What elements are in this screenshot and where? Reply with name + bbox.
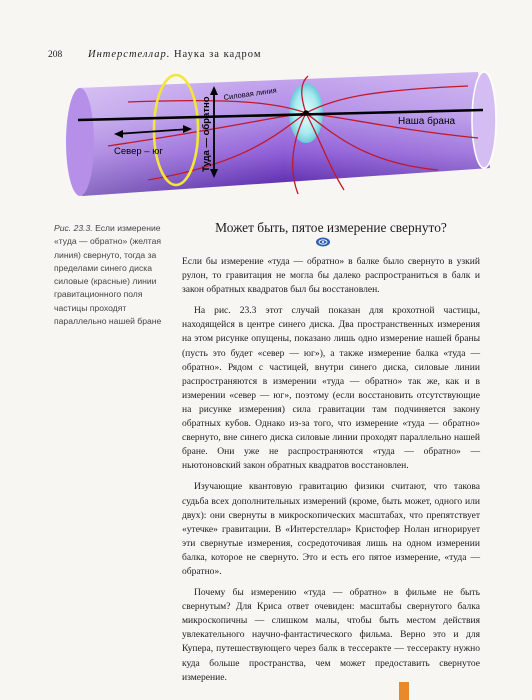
figure-caption-text: Если измерение «туда — обратно» (желтая линия) свернуто, тогда за пределами синего диска силовые (красные) линии гравитационного поля частицы проходят параллельно нашей бране bbox=[54, 223, 162, 327]
label-field-line: Силовая линия bbox=[223, 85, 278, 102]
paragraph: На рис. 23.3 этот случай показан для крохотной частицы, находящейся в центре синего диска. Два пространственных измерения на этом рисунке опущены, показано лишь одно измерение нашей браны (пусть это будет «север — юг»), а также измерение балка «туда — обратно». Рядом с частицей, внутри синего диска, силовые линии распространяются в измерении «туда — обратно» так же, как и в измерении «север — юг», поэтому (если восстановить отсутствующие на рисунке измерения) сила гравитации там подчиняется закону обратных кубов. Однако из-за того, что измерение «туда — обратно» свернуто, вне синего диска силовые линии проходят параллельно нашей бране. Они уже не распространяются «туда — обратно» — ньютоновский закон обратных квадратов восстановлен. bbox=[182, 305, 480, 472]
body-text bbox=[182, 255, 480, 685]
bookmark-ribbon bbox=[399, 682, 409, 700]
figure-caption-label: Рис. 23.3. bbox=[54, 223, 93, 233]
label-brane: Наша брана bbox=[398, 116, 456, 127]
section-ornament-icon bbox=[316, 237, 330, 247]
paragraph: Почему бы измерению «туда — обратно» в фильме не быть свернутым? Для Криса ответ очевиден: масштабы свернутого балка микроскопичны — слишком малы, чтобы быть местом действия увлекательного научно-фантастического фильма. Верно это и для Купера, путешествующего через балк в тессеракте — тессеракту нужно куда больше пространства, чем может предоставить свернутое измерение. bbox=[182, 587, 480, 683]
running-title-book: Интерстеллар. bbox=[88, 49, 171, 60]
figure-caption bbox=[54, 222, 174, 328]
paragraph: Изучающие квантовую гравитацию физики считают, что такова судьба всех дополнительных измерений (кроме, быть может, одного или двух): они свернуты в микроскопических масштабах, что препятствует «утечке» гравитации. В «Интерстеллар» Кристофер Нолан игнорирует эти свернутые измерения, сосредоточивая лишь на одном измерении балка, которое не свернуто. Это и есть его пятое измерение, «туда — обратно». bbox=[182, 481, 480, 577]
label-there-back: Туда — обратно bbox=[201, 96, 212, 172]
running-title-subtitle: Наука за кадром bbox=[173, 49, 262, 60]
page-number: 208 bbox=[48, 50, 63, 60]
particle-dot bbox=[303, 110, 309, 116]
section-title: Может быть, пятое измерение свернуто? bbox=[215, 220, 447, 235]
label-north-south: Север – юг bbox=[114, 146, 163, 157]
tube-left-end bbox=[66, 88, 94, 196]
tube-right-end bbox=[472, 72, 496, 168]
running-title bbox=[88, 49, 261, 60]
paragraph: Если бы измерение «туда — обратно» в балке было свернуто в узкий рулон, то гравитация не могла бы далеко распространиться в балк и закон обратных квадратов был бы восстановлен. bbox=[182, 256, 480, 296]
figure-curled-dimension bbox=[38, 68, 508, 208]
tube-highlight bbox=[78, 72, 490, 196]
